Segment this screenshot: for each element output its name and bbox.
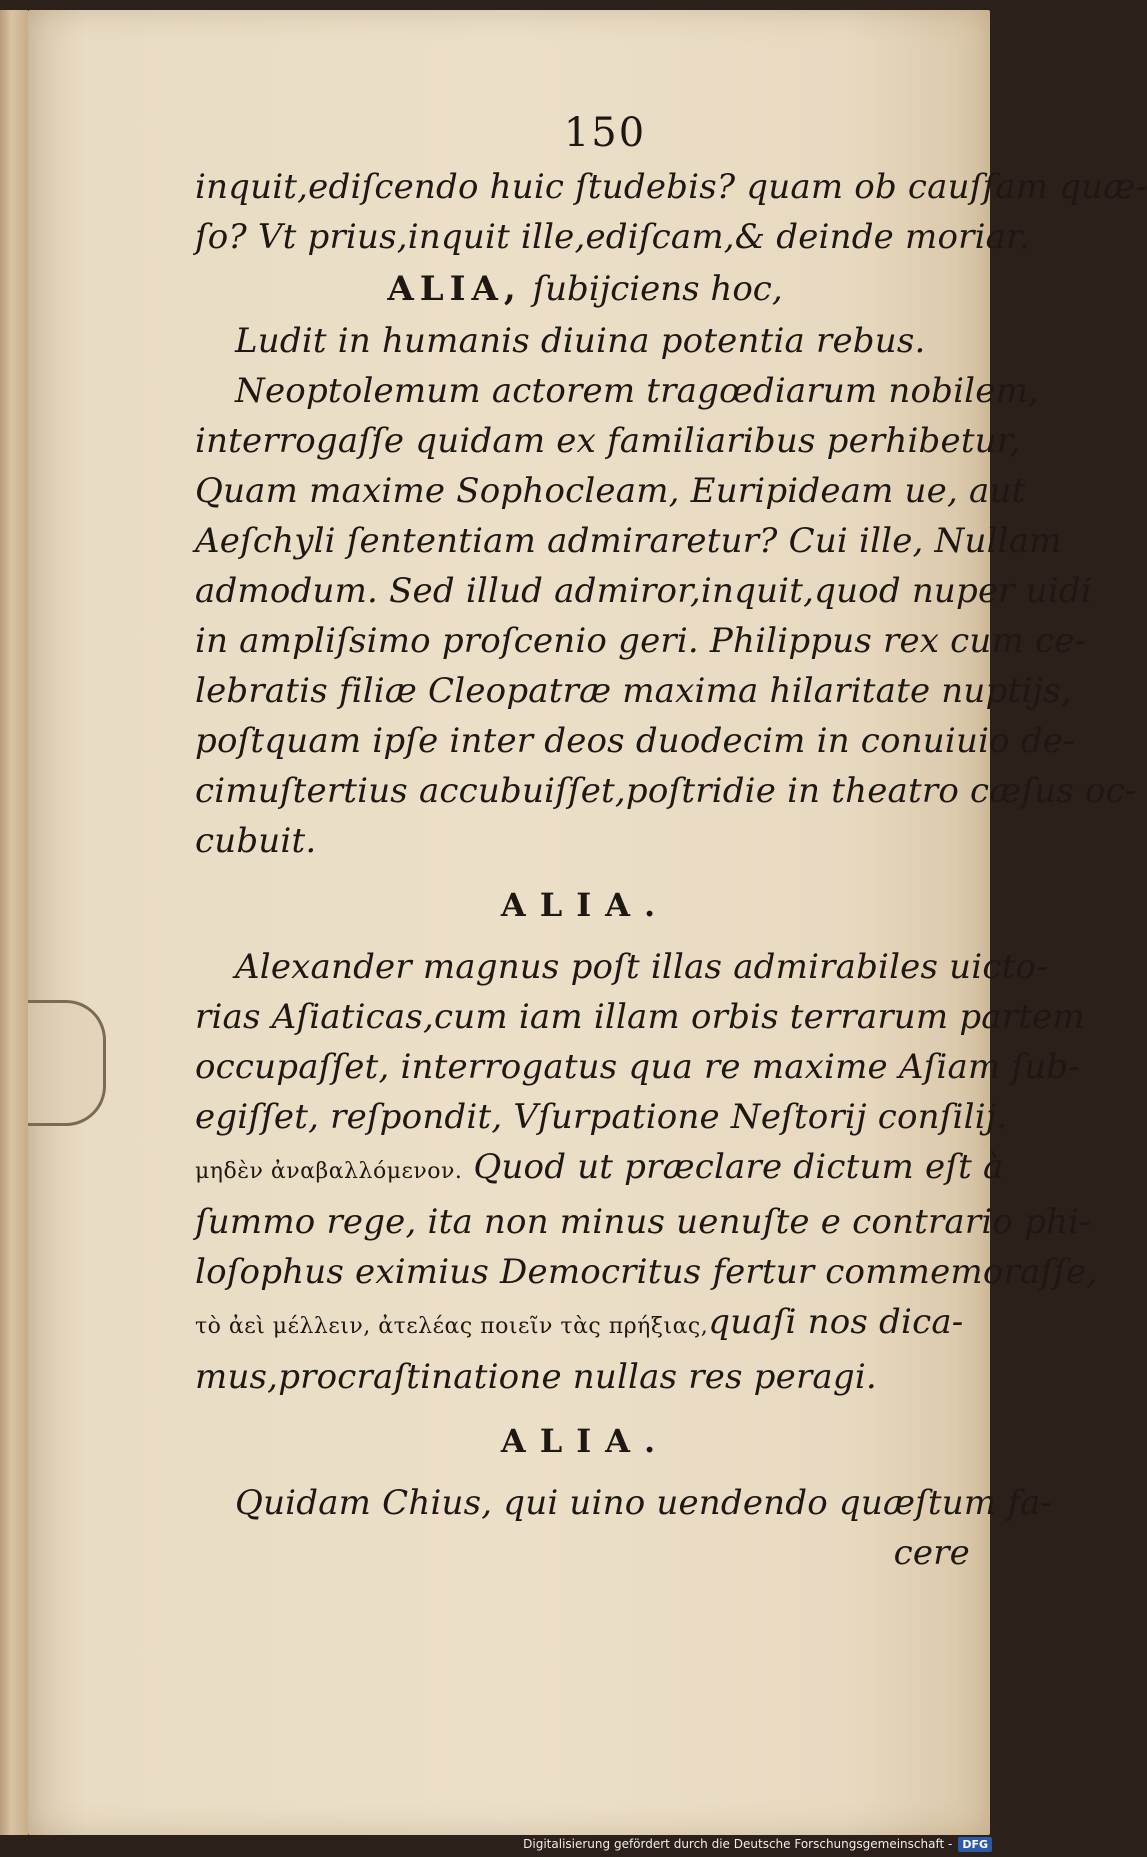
bookmark-tab <box>28 1000 106 1126</box>
section-heading: ALIA. <box>500 886 670 924</box>
text-line-with-greek <box>195 1297 975 1352</box>
text-line: cimuſtertius accubuiſſet,poſtridie in theatro cæſus oc- <box>195 771 1137 811</box>
text-line: rias Aſiaticas,cum iam illam orbis terrarum partem <box>195 997 1085 1037</box>
page-number: 150 <box>563 110 647 156</box>
greek-quote: μηδὲν ἀναβαλλόμενον. <box>195 1159 463 1184</box>
credit-text: Digitalisierung gefördert durch die Deutsche Forschungsgemeinschaft - <box>523 1837 953 1851</box>
catchword: cere <box>893 1533 970 1573</box>
text-line: poſtquam ipſe inter deos duodecim in conuiuio de- <box>195 721 1075 761</box>
section-heading: ALIA. <box>500 1422 670 1460</box>
text-line: interrogaſſe quidam ex familiaribus perhibetur, <box>195 421 1021 461</box>
text-line: inquit,ediſcendo huic ſtudebis? quam ob cauſſam quæ- <box>195 167 1147 207</box>
text-line: ſummo rege, ita non minus uenuſte e contrario phi- <box>195 1202 1091 1242</box>
text-line: mus,procraſtinatione nullas res peragi. <box>195 1357 877 1397</box>
text-line: Neoptolemum actorem tragœdiarum nobilem, <box>235 371 1040 411</box>
text-line: Quidam Chius, qui uino uendendo quæſtum fa- <box>235 1483 1053 1523</box>
dfg-logo-icon: DFG <box>958 1837 992 1852</box>
text-fragment: quaſi nos dica- <box>708 1302 964 1342</box>
text-line: lebratis filiæ Cleopatræ maxima hilaritate nuptijs, <box>195 671 1072 711</box>
text-line: admodum. Sed illud admiror,inquit,quod nuper uidi <box>195 571 1092 611</box>
text-line: in ampliſsimo proſcenio geri. Philippus rex cum ce- <box>195 621 1087 661</box>
text-line: Quam maxime Sophocleam, Euripideam ue, aut <box>195 471 1026 511</box>
heading-subtitle: ſubijciens hoc, <box>532 269 783 309</box>
text-fragment: Quod ut præclare dictum eſt à <box>462 1147 1004 1187</box>
motto-line: Ludit in humanis diuina potentia rebus. <box>235 321 926 361</box>
text-line-with-greek <box>195 1142 1004 1197</box>
text-line: Aeſchyli ſententiam admiraretur? Cui ille, Nullam <box>195 521 1062 561</box>
page-text <box>195 110 1147 1578</box>
greek-quote: τὸ ἀεὶ μέλλειν, ἀτελέας ποιεῖν τὰς πρήξιας, <box>195 1314 709 1339</box>
text-line: cubuit. <box>195 821 317 861</box>
section-heading <box>195 262 975 316</box>
text-line: egiſſet, reſpondit, Vſurpatione Neſtorij conſilij. <box>195 1097 1008 1137</box>
text-line: Alexander magnus poſt illas admirabiles uicto- <box>235 947 1048 987</box>
digitization-credit <box>523 1833 992 1855</box>
heading-caps: ALIA, <box>387 269 522 309</box>
text-line: loſophus eximius Democritus fertur commemoraſſe, <box>195 1252 1098 1292</box>
text-line: ſo? Vt prius,inquit ille,ediſcam,& deinde moriar. <box>195 217 1030 257</box>
book-fore-edge <box>0 10 28 1835</box>
text-line: occupaſſet, interrogatus qua re maxime Aſiam ſub- <box>195 1047 1080 1087</box>
